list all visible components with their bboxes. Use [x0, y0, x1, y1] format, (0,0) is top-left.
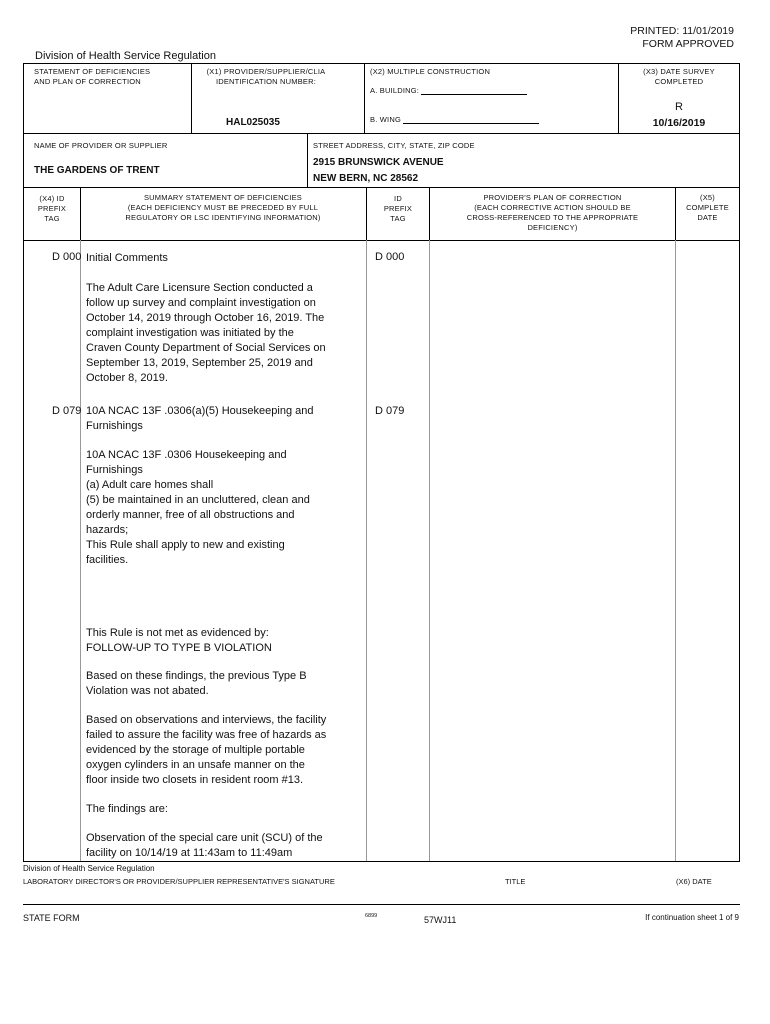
building-field[interactable] — [421, 85, 527, 95]
state-form: STATE FORM — [23, 913, 80, 923]
event-id: 57WJ11 — [424, 915, 457, 925]
address-line2: NEW BERN, NC 28562 — [313, 173, 419, 184]
building-label: A. BUILDING: — [370, 86, 420, 95]
x3-date: 10/16/2019 — [652, 117, 706, 129]
continuation-sheet: If continuation sheet 1 of 9 — [645, 913, 739, 922]
col-id-prefix: ID PREFIX TAG — [383, 194, 413, 223]
x2-label: (X2) MULTIPLE CONSTRUCTION — [370, 67, 491, 76]
findings-are: The findings are: — [86, 803, 168, 815]
col-plan: PROVIDER'S PLAN OF CORRECTION (EACH CORRECTIVE ACTION SHOULD BE CROSS-REFERENCED TO THE APPROPRIATE DEFICIENCY) — [466, 193, 639, 232]
d079-rule: 10A NCAC 13F .0306 Housekeeping and Furnishings (a) Adult care homes shall (5) be maintained in an uncluttered, clean and orderly manner, free of all obstructions and hazards; This Rule shall apply to new and existing facilities. — [86, 449, 310, 566]
signature-label: LABORATORY DIRECTOR'S OR PROVIDER/SUPPLIER REPRESENTATIVE'S SIGNATURE — [23, 877, 335, 886]
d000-tag: D 000 — [52, 251, 82, 263]
wing-field[interactable] — [403, 114, 539, 124]
x3-code: R — [675, 101, 683, 113]
provider-name-label: NAME OF PROVIDER OR SUPPLIER — [34, 141, 168, 150]
title-label: TITLE — [505, 877, 526, 886]
col-x5-date: (X5) COMPLETE DATE — [686, 193, 729, 222]
wing-label: B. WING — [370, 115, 401, 124]
scu-observation: Observation of the special care unit (SCU) of the facility on 10/14/19 at 11:43am to 11:49am — [86, 832, 323, 859]
d079-tag: D 079 — [52, 405, 82, 417]
col-summary: SUMMARY STATEMENT OF DEFICIENCIES (EACH DEFICIENCY MUST BE PRECEDED BY FULL REGULATORY OR LSC IDENTIFYING INFORMATION) — [125, 193, 321, 222]
d000-id: D 000 — [375, 251, 405, 263]
agency-title: Division of Health Service Regulation — [35, 50, 216, 62]
statement-label: STATEMENT OF DEFICIENCIES AND PLAN OF CORRECTION — [34, 67, 151, 86]
col-x4-prefix: (X4) ID PREFIX TAG — [37, 194, 67, 223]
observations-text: Based on observations and interviews, the facility failed to assure the facility was free of hazards as evidenced by the storage of multiple portable oxygen cylinders in an unsafe manner on the floor inside two closets in resident room #13. — [86, 714, 327, 786]
x1-provider-id: HAL025035 — [226, 117, 280, 128]
previous-findings: Based on these findings, the previous Type B Violation was not abated. — [86, 670, 307, 697]
d079-title: 10A NCAC 13F .0306(a)(5) Housekeeping and Furnishings — [86, 405, 314, 432]
d000-title: Initial Comments — [86, 252, 168, 264]
x6-date-label: (X6) DATE — [676, 877, 712, 886]
address-line1: 2915 BRUNSWICK AVENUE — [313, 157, 444, 168]
form-number: 6899 — [365, 913, 378, 919]
address-label: STREET ADDRESS, CITY, STATE, ZIP CODE — [313, 141, 475, 150]
d079-id: D 079 — [375, 405, 405, 417]
x3-label: (X3) DATE SURVEY COMPLETED — [643, 67, 715, 86]
x1-label: (X1) PROVIDER/SUPPLIER/CLIA IDENTIFICATION NUMBER: — [206, 67, 326, 86]
footer-agency: Division of Health Service Regulation — [23, 864, 155, 873]
provider-name: THE GARDENS OF TRENT — [34, 165, 160, 176]
not-met-statement: This Rule is not met as evidenced by: FOLLOW-UP TO TYPE B VIOLATION — [86, 627, 272, 654]
d000-text: The Adult Care Licensure Section conducted a follow up survey and complaint investigation on October 14, 2019 through October 16, 2019. The complaint investigation was initiated by the Craven County Department of Social Services on September 13, 2019, September 25, 2019 and October 8, 2019. — [86, 282, 326, 384]
form-approved: FORM APPROVED — [642, 38, 734, 50]
printed-date: PRINTED: 11/01/2019 — [630, 25, 734, 37]
